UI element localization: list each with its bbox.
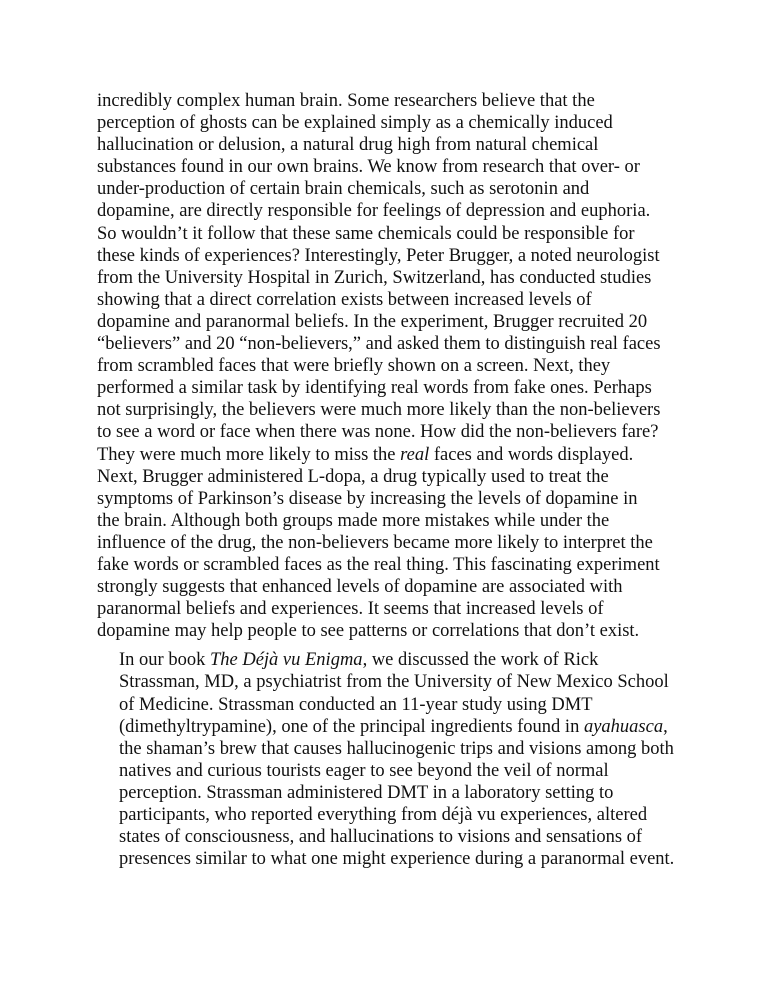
text-line — [97, 576, 697, 598]
text-line — [97, 620, 697, 642]
text-run: performed a similar task by identifying real words from fake ones. Perhaps — [97, 378, 652, 399]
text-run: presences similar to what one might experience during a paranormal event. — [119, 849, 675, 870]
text-run: participants, who reported everything from déjà vu experiences, altered — [119, 805, 648, 825]
text-run: not surprisingly, the believers were much more likely than the non-believers — [97, 400, 661, 421]
text-line — [97, 694, 697, 716]
document-page — [97, 90, 697, 870]
text-line — [97, 510, 697, 532]
text-run: from the University Hospital in Zurich, Switzerland, has conducted studies — [97, 267, 652, 288]
text-run: of Medicine. Strassman conducted an 11-year study using DMT — [119, 694, 593, 715]
text-run: dopamine and paranormal beliefs. In the experiment, Brugger recruited 20 — [97, 311, 648, 332]
paragraph-1 — [97, 90, 697, 642]
text-line — [97, 156, 697, 178]
text-line — [97, 223, 697, 245]
text-run: states of consciousness, and hallucinations to visions and sensations of — [119, 827, 643, 848]
text-line — [97, 760, 697, 782]
text-run: perception of ghosts can be explained simply as a chemically induced — [97, 113, 613, 134]
text-run: “believers” and 20 “non-believers,” and asked them to distinguish real faces — [97, 334, 661, 355]
text-run: influence of the drug, the non-believers became more likely to interpret the — [97, 532, 653, 553]
text-run: dopamine, are directly responsible for feelings of depression and euphoria. — [97, 201, 651, 222]
text-run: They were much more likely to miss the — [97, 444, 401, 465]
text-line — [97, 421, 697, 443]
text-run: Next, Brugger administered L-dopa, a drug typically used to treat the — [97, 466, 609, 487]
italic-text: real — [400, 444, 430, 465]
text-run: to see a word or face when there was none. How did the non-believers fare? — [97, 422, 659, 443]
text-run: showing that a direct correlation exists between increased levels of — [97, 289, 592, 310]
text-line — [97, 554, 697, 576]
text-line — [97, 311, 697, 333]
text-run: , — [663, 716, 668, 737]
text-run: Strassman, MD, a psychiatrist from the University of New Mexico School — [119, 672, 669, 693]
text-line — [97, 377, 697, 399]
text-run: natives and curious tourists eager to see beyond the veil of normal — [119, 760, 609, 781]
text-line — [97, 267, 697, 289]
text-run: the brain. Although both groups made more mistakes while under the — [97, 510, 610, 531]
text-line — [97, 112, 697, 134]
text-line — [97, 245, 697, 267]
text-run: perception. Strassman administered DMT in a laboratory setting to — [119, 782, 614, 803]
text-line — [97, 848, 697, 870]
text-run: symptoms of Parkinson’s disease by increasing the levels of dopamine in — [97, 488, 638, 509]
paragraph-2 — [97, 649, 697, 870]
text-run: paranormal beliefs and experiences. It seems that increased levels of — [97, 599, 604, 620]
text-line — [97, 826, 697, 848]
text-run: , we discussed the work of Rick — [362, 650, 599, 671]
text-run: from scrambled faces that were briefly shown on a screen. Next, they — [97, 356, 611, 377]
text-line — [97, 804, 697, 826]
text-line — [97, 444, 697, 466]
text-line — [97, 671, 697, 693]
text-line — [97, 333, 697, 355]
text-line — [97, 782, 697, 804]
text-line — [97, 200, 697, 222]
text-run: these kinds of experiences? Interestingly, Peter Brugger, a noted neurologist — [97, 245, 660, 266]
text-line — [97, 716, 697, 738]
italic-text: The Déjà vu Enigma — [209, 650, 363, 671]
text-line — [97, 399, 697, 421]
text-run: under-production of certain brain chemicals, such as serotonin and — [97, 179, 590, 200]
text-run: the shaman’s brew that causes hallucinogenic trips and visions among both — [119, 738, 674, 759]
text-line — [97, 90, 697, 112]
text-line — [97, 289, 697, 311]
text-run: In our book — [119, 650, 210, 671]
text-line — [97, 738, 697, 760]
italic-text: ayahuasca — [583, 716, 664, 737]
text-run: So wouldn’t it follow that these same chemicals could be responsible for — [97, 223, 635, 244]
text-line — [97, 488, 697, 510]
text-line — [97, 355, 697, 377]
text-run: strongly suggests that enhanced levels of dopamine are associated with — [97, 577, 623, 598]
text-run: fake words or scrambled faces as the real thing. This fascinating experiment — [97, 554, 660, 575]
text-run: (dimethyltrypamine), one of the principal ingredients found in — [119, 716, 584, 737]
text-line — [97, 466, 697, 488]
text-run: hallucination or delusion, a natural drug high from natural chemical — [97, 135, 599, 156]
text-line — [97, 134, 697, 156]
text-line — [97, 532, 697, 554]
text-run: substances found in our own brains. We know from research that over- or — [97, 157, 640, 178]
text-line — [97, 178, 697, 200]
text-line — [97, 598, 697, 620]
text-run: faces and words displayed. — [429, 444, 634, 465]
text-run: dopamine may help people to see patterns or correlations that don’t exist. — [97, 621, 640, 642]
text-run: incredibly complex human brain. Some researchers believe that the — [97, 91, 595, 111]
text-line — [97, 649, 697, 671]
